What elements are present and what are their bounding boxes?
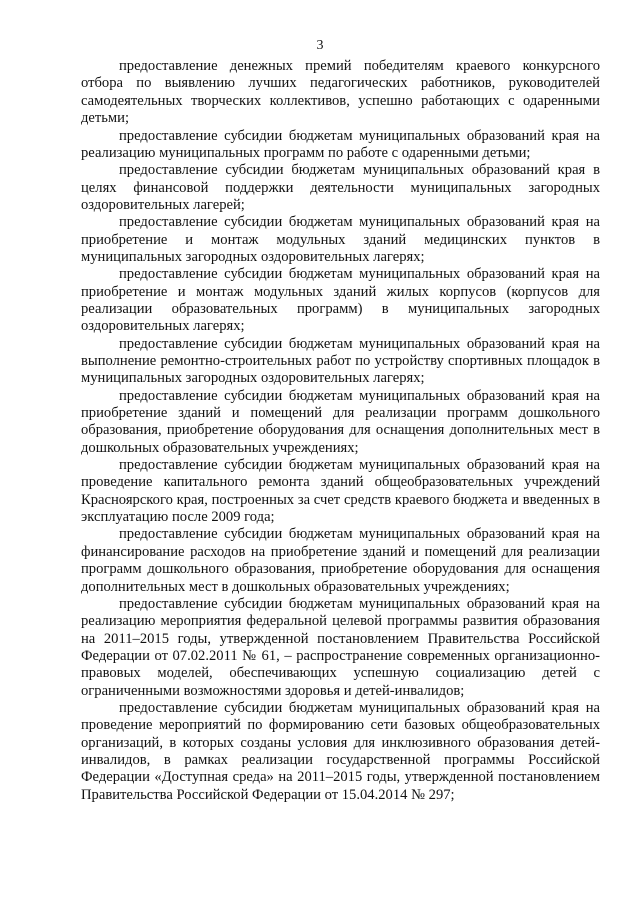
page-number: 3 xyxy=(316,38,324,53)
paragraph-teacher-awards: предоставление денежных премий победителям краевого конкурсного отбора по выявлению лучших педагогических работников, руководителей самодеятельных творческих коллективов, успешно работающих с одаренными детьми; xyxy=(81,58,600,127)
paragraph-medical-modules: предоставление субсидии бюджетам муниципальных образований края на приобретение и монтаж модульных зданий медицинских пунктов в муниципальных загородных оздоровительных лагерях; xyxy=(81,214,600,265)
paragraph-school-repair: предоставление субсидии бюджетам муниципальных образований края на проведение капитального ремонта зданий общеобразовательных учреждений Красноярского края, построенных за счет средств краевого бюджета и введенных в эксплуатацию после 2009 года; xyxy=(81,457,600,526)
paragraph-residential-modules: предоставление субсидии бюджетам муниципальных образований края на приобретение и монтаж модульных зданий жилых корпусов (корпусов для реализации образовательных программ) в муниципальных загородных оздоровительных лагерях; xyxy=(81,266,600,335)
paragraph-inclusive-education: предоставление субсидии бюджетам муниципальных образований края на проведение мероприятий по формированию сети базовых общеобразовательных организаций, в которых созданы условия для инклюзивного образования детей-инвалидов, в рамках реализации государственной программы Российской Федерации «Доступная среда» на 2011–2015 годы, утвержденной постановлением Правительства Российской Федерации от 15.04.2014 № 297; xyxy=(81,699,600,803)
paragraph-camps-financial-support: предоставление субсидии бюджетам муниципальных образований края в целях финансовой поддержки деятельности муниципальных загородных оздоровительных лагерей; xyxy=(81,162,600,213)
paragraph-federal-program: предоставление субсидии бюджетам муниципальных образований края на реализацию мероприятия федеральной целевой программы развития образования на 2011–2015 годы, утвержденной постановлением Правительства Российской Федерации от 07.02.2011 № 61, – распространение современных организационно-правовых моделей, обеспечивающих успешную социализацию детей с ограниченными возможностями здоровья и детей-инвалидов; xyxy=(81,595,600,699)
document-body xyxy=(81,58,600,804)
paragraph-preschool-buildings: предоставление субсидии бюджетам муниципальных образований края на приобретение зданий и помещений для реализации программ дошкольного образования, приобретение оборудования для оснащения дополнительных мест в дошкольных образовательных учреждениях; xyxy=(81,387,600,456)
paragraph-gifted-children-subsidy: предоставление субсидии бюджетам муниципальных образований края на реализацию муниципальных программ по работе с одаренными детьми; xyxy=(81,127,600,161)
paragraph-sports-grounds: предоставление субсидии бюджетам муниципальных образований края на выполнение ремонтно-строительных работ по устройству спортивных площадок в муниципальных загородных оздоровительных лагерях; xyxy=(81,335,600,387)
paragraph-preschool-financing: предоставление субсидии бюджетам муниципальных образований края на финансирование расходов на приобретение зданий и помещений для реализации программ дошкольного образования, приобретение оборудования для оснащения дополнительных мест в дошкольных образовательных учреждениях; xyxy=(81,526,600,595)
